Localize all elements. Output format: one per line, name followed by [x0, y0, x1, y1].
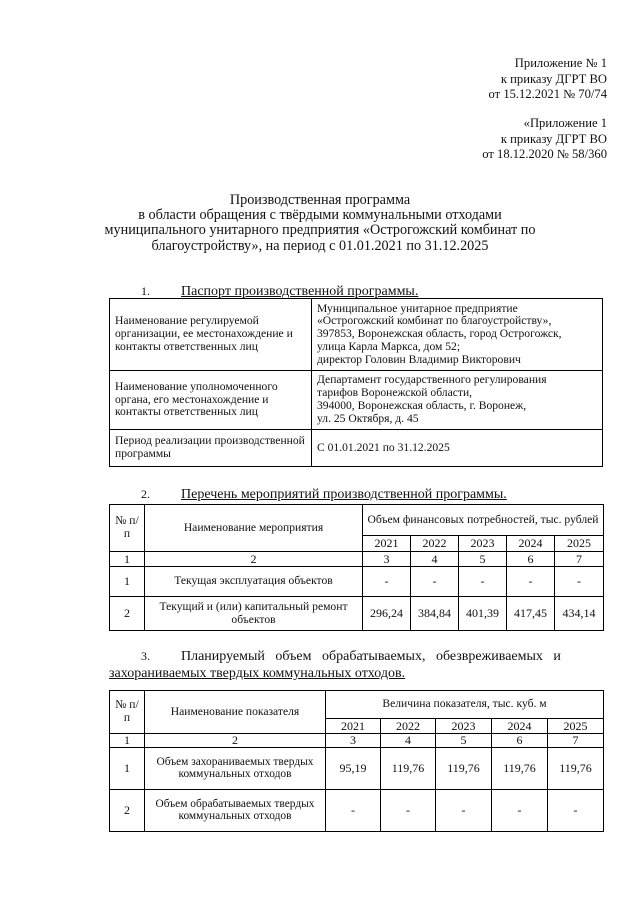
table-row — [110, 597, 604, 631]
appendix-line: к приказу ДГРТ ВО — [500, 131, 607, 146]
year-header: 2023 — [459, 536, 507, 552]
section-title-line: Планируемый объем обрабатываемых, обезвреживаемых и — [181, 649, 561, 664]
row-value: - — [555, 567, 604, 597]
header-no: № п/п — [110, 505, 145, 552]
appendix-header-new — [489, 56, 607, 103]
passport-value — [312, 430, 603, 467]
year-header: 2022 — [381, 719, 436, 734]
appendix-header-old — [482, 116, 607, 163]
passport-label: Период реализации производственной программы — [110, 430, 312, 467]
section-title-line: захораниваемых твердых коммунальных отходов. — [109, 666, 406, 681]
column-number: 7 — [555, 552, 604, 567]
value-line: ул. 25 Октября, д. 45 — [317, 411, 419, 425]
title-line: благоустройству», на период с 01.01.2021 по 31.12.2025 — [151, 237, 489, 254]
value-line: улица Карла Маркса, дом 52; — [317, 339, 461, 353]
column-number-row — [110, 734, 604, 748]
table-header-row — [110, 505, 604, 536]
year-header: 2021 — [363, 536, 411, 552]
year-header: 2025 — [548, 719, 604, 734]
volumes-table — [109, 690, 604, 832]
year-header: 2021 — [326, 719, 381, 734]
row-value: 401,39 — [459, 597, 507, 631]
document-title — [100, 193, 540, 254]
passport-value — [312, 371, 603, 430]
column-number: 3 — [363, 552, 411, 567]
section-3-heading — [141, 648, 561, 665]
value-line: С 01.01.2021 по 31.12.2025 — [317, 440, 450, 454]
appendix-line: от 15.12.2021 № 70/74 — [488, 87, 607, 101]
title-line: муниципального унитарного предприятия «Острогожский комбинат по — [104, 222, 536, 239]
row-value: 95,19 — [326, 747, 381, 789]
value-line: 397853, Воронежская область, город Острогожск, — [317, 327, 562, 341]
column-number: 6 — [492, 734, 548, 748]
appendix-line: «Приложение 1 — [523, 116, 607, 130]
row-no: 2 — [110, 597, 145, 631]
table-header-row — [110, 691, 604, 719]
passport-value — [312, 299, 603, 371]
row-value: - — [411, 567, 459, 597]
value-line: Муниципальное унитарное предприятие — [317, 301, 518, 315]
column-number: 4 — [381, 734, 436, 748]
column-number: 7 — [548, 734, 604, 748]
row-value: - — [363, 567, 411, 597]
row-value: - — [492, 789, 548, 831]
table-row — [110, 430, 603, 467]
row-name: Объем захораниваемых твердых коммунальных отходов — [145, 747, 326, 789]
year-header: 2025 — [555, 536, 604, 552]
row-name: Объем обрабатываемых твердых коммунальных отходов — [145, 789, 326, 831]
column-number: 1 — [110, 552, 145, 567]
row-value: 296,24 — [363, 597, 411, 631]
column-number: 2 — [145, 552, 363, 567]
section-number: 3. — [141, 649, 150, 663]
header-group: Объем финансовых потребностей, тыс. рублей — [363, 505, 604, 536]
row-value: 119,76 — [492, 747, 548, 789]
appendix-line: от 18.12.2020 № 58/360 — [482, 147, 607, 161]
header-no: № п/п — [110, 691, 145, 734]
table-row — [110, 371, 603, 430]
value-line: директор Головин Владимир Викторович — [317, 352, 521, 366]
table-row — [110, 747, 604, 789]
row-no: 2 — [110, 789, 145, 831]
column-number: 1 — [110, 734, 145, 748]
row-value: 417,45 — [507, 597, 555, 631]
section-2-heading — [141, 486, 507, 503]
section-title: Перечень мероприятий производственной программы. — [181, 487, 507, 502]
column-number: 6 — [507, 552, 555, 567]
row-value: - — [381, 789, 436, 831]
row-value: 119,76 — [548, 747, 604, 789]
row-value: 434,14 — [555, 597, 604, 631]
header-name: Наименование мероприятия — [145, 505, 363, 552]
row-no: 1 — [110, 567, 145, 597]
passport-table — [109, 298, 603, 467]
column-number: 4 — [411, 552, 459, 567]
table-row — [110, 299, 603, 371]
row-no: 1 — [110, 747, 145, 789]
year-header: 2023 — [436, 719, 492, 734]
section-3-heading-cont — [109, 666, 405, 682]
row-value: 119,76 — [381, 747, 436, 789]
row-value: - — [459, 567, 507, 597]
row-name: Текущий и (или) капитальный ремонт объектов — [145, 597, 363, 631]
column-number-row — [110, 552, 604, 567]
section-title: Паспорт производственной программы. — [181, 284, 419, 299]
year-header: 2024 — [507, 536, 555, 552]
title-line: в области обращения с твёрдыми коммунальными отходами — [138, 207, 502, 224]
passport-label: Наименование уполномоченного органа, его местонахождение и контакты ответственных лиц — [110, 371, 312, 430]
column-number: 5 — [436, 734, 492, 748]
year-header: 2024 — [492, 719, 548, 734]
row-value: - — [436, 789, 492, 831]
row-value: 119,76 — [436, 747, 492, 789]
table-row — [110, 567, 604, 597]
section-number: 1. — [141, 284, 150, 298]
header-name: Наименование показателя — [145, 691, 326, 734]
appendix-line: Приложение № 1 — [514, 56, 607, 70]
passport-label: Наименование регулируемой организации, ее местонахождение и контакты ответственных лиц — [110, 299, 312, 371]
value-line: тарифов Воронежской области, — [317, 386, 473, 400]
activities-table — [109, 504, 604, 631]
row-value: - — [548, 789, 604, 831]
value-line: 394000, Воронежская область, г. Воронеж, — [317, 399, 527, 412]
value-line: Департамент государственного регулирования — [317, 373, 547, 387]
row-value: 384,84 — [411, 597, 459, 631]
header-group: Величина показателя, тыс. куб. м — [326, 691, 604, 719]
year-header: 2022 — [411, 536, 459, 552]
row-name: Текущая эксплуатация объектов — [145, 567, 363, 597]
column-number: 2 — [145, 734, 326, 748]
row-value: - — [326, 789, 381, 831]
column-number: 3 — [326, 734, 381, 748]
title-line: Производственная программа — [229, 192, 411, 208]
column-number: 5 — [459, 552, 507, 567]
table-row — [110, 789, 604, 831]
value-line: «Острогожский комбинат по благоустройству», — [317, 314, 552, 328]
row-value: - — [507, 567, 555, 597]
section-number: 2. — [141, 487, 150, 501]
appendix-line: к приказу ДГРТ ВО — [500, 71, 607, 86]
